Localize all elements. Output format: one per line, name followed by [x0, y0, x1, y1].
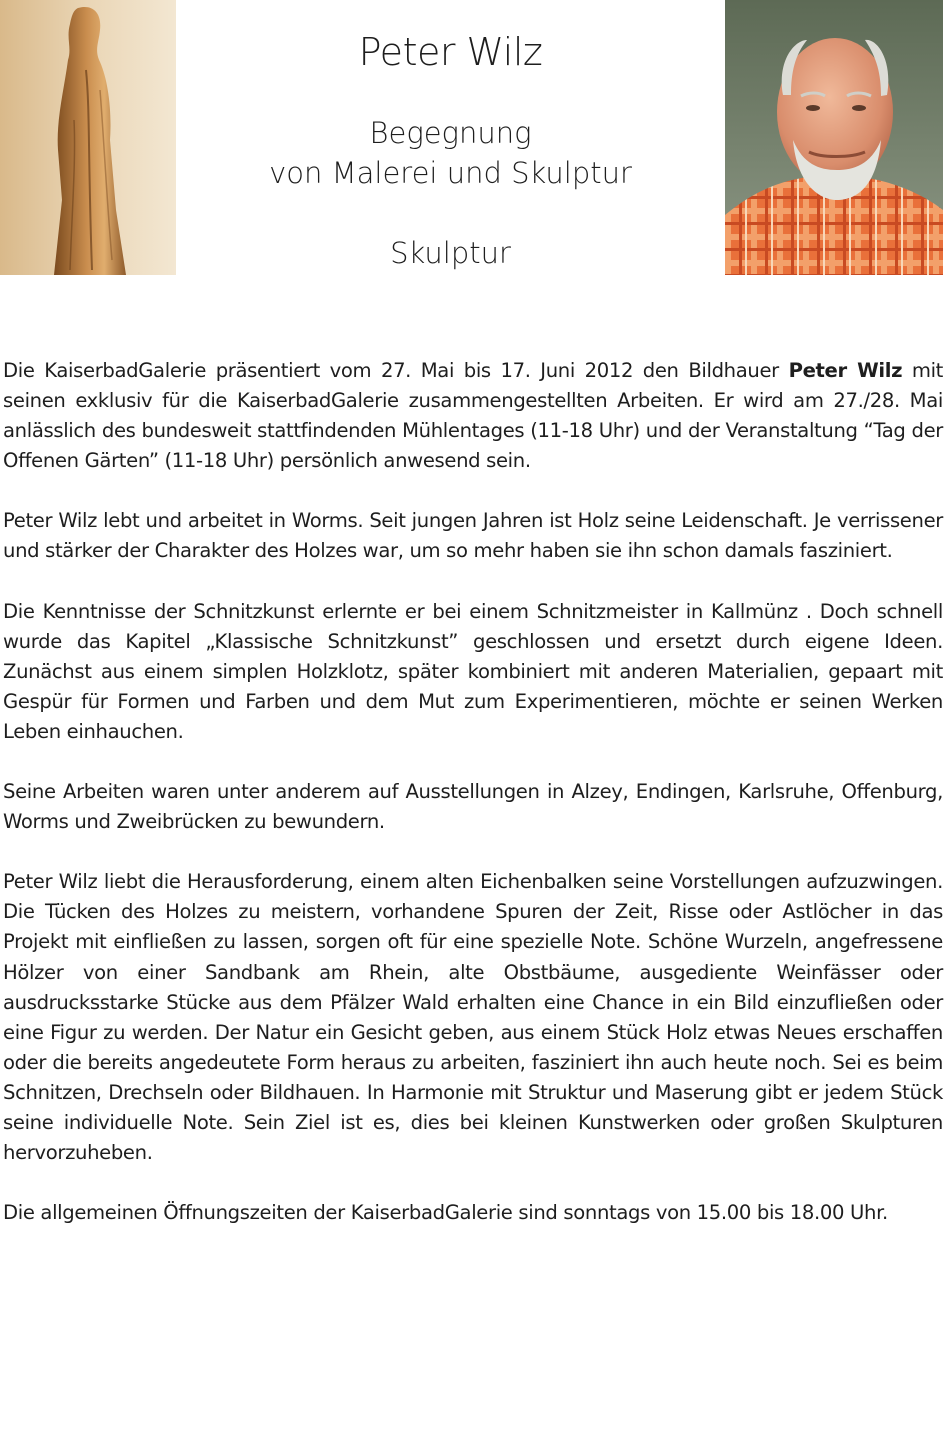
paragraph-opening-hours: Die allgemeinen Öffnungszeiten der KaiserbadGalerie sind sonntags von 15.00 bis 18.00 Uhr.	[3, 1201, 888, 1225]
paragraph-biography: Peter Wilz lebt und arbeitet in Worms. Seit jungen Jahren ist Holz seine Leidenschaft. Je verrissener und stärker der Charakter des Holzes war, um so mehr haben sie ihn schon damals fasziniert.	[3, 509, 943, 563]
paragraph-training: Die Kenntnisse der Schnitzkunst erlernte er bei einem Schnitzmeister in Kallmünz . Doch schnell wurde das Kapitel „Klassische Schnitzkunst” geschlossen und ersetzt durch eigene Ideen. Zunächst aus einem simplen Holzklotz, später kombiniert mit anderen Materialien, gepaart mit Gespür für Formen und Farben und dem Mut zum Experimentieren, möchte er seinen Werken Leben einhauchen.	[3, 599, 943, 743]
intro-text-end: mit seinen exklusiv für die KaiserbadGalerie zusammengestellten Arbeiten. Er wird am 27./28. Mai anlässlich des bundesweit stattfindenden Mühlentages (11-18 Uhr) und der Veranstaltung “Tag der Offenen Gärten” (11-18 Uhr) persönlich anwesend sein.	[3, 359, 943, 473]
article-body	[3, 356, 943, 1258]
wooden-sculpture-photo	[0, 0, 176, 275]
artist-portrait-image	[725, 0, 943, 275]
category-heading: Skulptur	[390, 236, 511, 270]
artist-name-heading: Peter Wilz	[358, 30, 543, 74]
wooden-sculpture-image	[0, 0, 176, 275]
exhibition-title-line2: von Malerei und Skulptur	[269, 156, 632, 190]
paragraph-approach: Peter Wilz liebt die Herausforderung, einem alten Eichenbalken seine Vorstellungen aufzuzwingen. Die Tücken des Holzes zu meistern, vorhandene Spuren der Zeit, Risse oder Astlöcher in das Projekt mit einfließen zu lassen, sorgen oft für eine spezielle Note. Schöne Wurzeln, angefressene Hölzer von einer Sandbank am Rhein, alte Obstbäume, ausgediente Weinfässer oder ausdrucksstarke Stücke aus dem Pfälzer Wald erhalten eine Chance in ein Bild einzufließen oder eine Figur zu werden. Der Natur ein Gesicht geben, aus einem Stück Holz etwas Neues erschaffen oder die bereits angedeutete Form heraus zu arbeiten, fasziniert ihn auch heute noch. Sei es beim Schnitzen, Drechseln oder Bildhauen. In Harmonie mit Struktur und Maserung gibt er jedem Stück seine individuelle Note. Sein Ziel ist es, dies bei kleinen Kunstwerken oder großen Skulpturen hervorzuheben.	[3, 870, 943, 1165]
paragraph-intro	[3, 356, 943, 476]
artist-portrait-photo	[725, 0, 943, 275]
exhibition-title-line1: Begegnung	[369, 116, 532, 150]
paragraph-exhibitions: Seine Arbeiten waren unter anderem auf Ausstellungen in Alzey, Endingen, Karlsruhe, Offenburg, Worms und Zweibrücken zu bewundern.	[3, 780, 943, 834]
artist-name-bold: Peter Wilz	[788, 359, 903, 382]
intro-text-start: Die KaiserbadGalerie präsentiert vom 27. Mai bis 17. Juni 2012 den Bildhauer	[3, 359, 789, 382]
